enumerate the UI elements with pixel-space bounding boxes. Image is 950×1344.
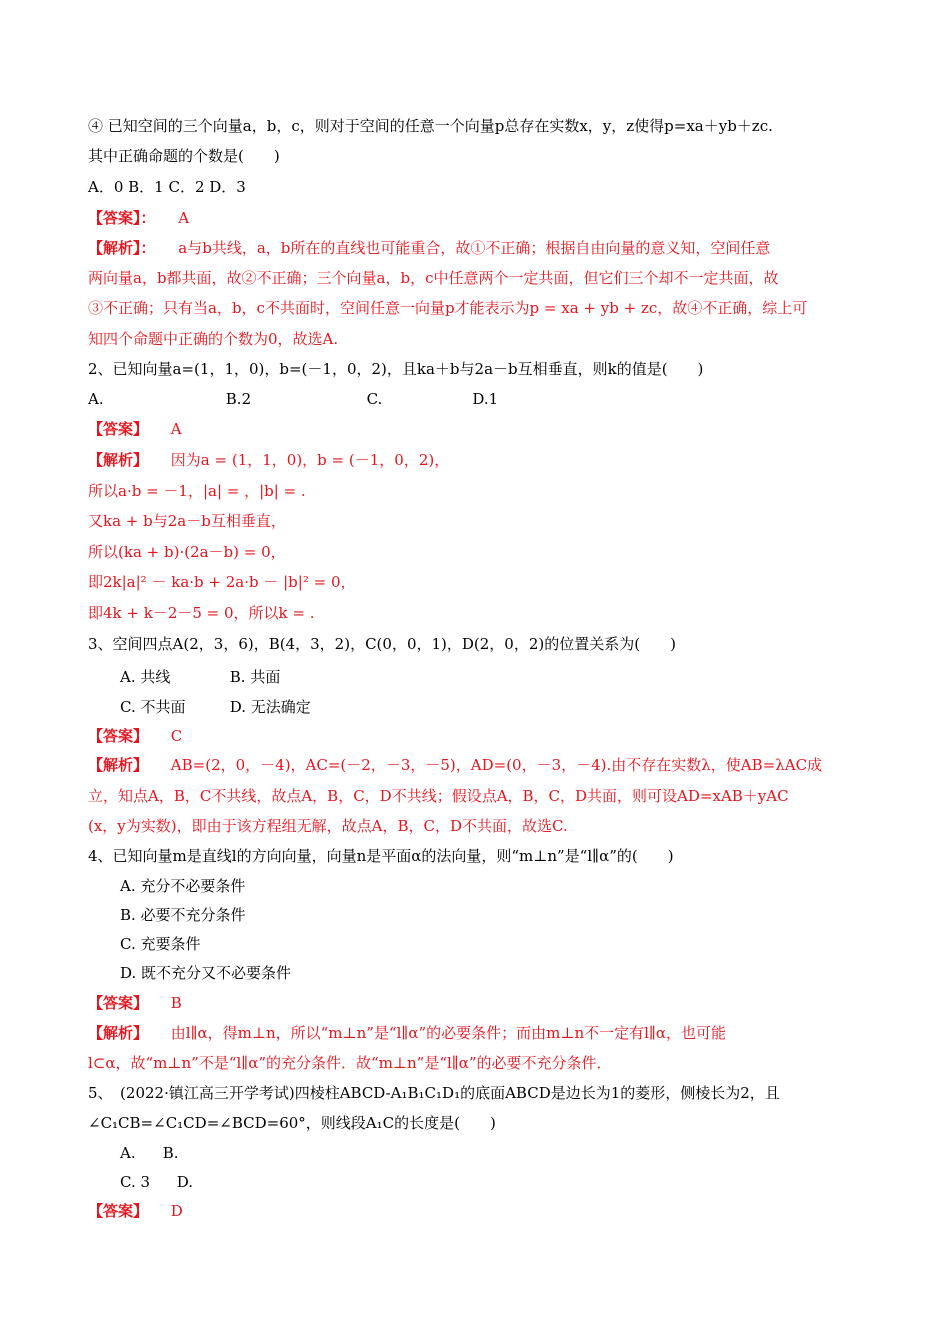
analysis-row <box>88 755 868 775</box>
answer-value: B <box>170 994 182 1012</box>
answer-label: 【答案】 <box>88 1202 149 1220</box>
answer-label: 【答案】 <box>88 994 149 1012</box>
analysis-text: 又ka + b与2a－b互相垂直， <box>88 512 286 530</box>
analysis-row <box>88 450 868 470</box>
analysis-text: 所以(ka + b)·(2a－b) = 0， <box>88 543 286 561</box>
option-b: B. <box>162 1144 179 1162</box>
question-5-options-row-2 <box>120 1172 900 1192</box>
question-prompt: 其中正确命题的个数是( ) <box>88 147 280 165</box>
analysis-text: a与b共线，a，b所在的直线也可能重合，故①不正确；根据自由向量的意义知，空间任意 <box>178 239 771 257</box>
analysis-label: 【解析】 <box>88 1024 149 1042</box>
answer-value: C <box>170 727 183 745</box>
option-a: A. 充分不必要条件 <box>120 877 246 895</box>
option-d: D. 既不充分又不必要条件 <box>120 964 292 982</box>
question-3-options-row-1 <box>120 667 900 687</box>
analysis-text: ③不正确；只有当a，b，c不共面时，空间任意一向量p才能表示为p = xa + yb + zc，故④不正确，综上可 <box>88 299 808 317</box>
answer-value: A <box>178 209 190 227</box>
answer-value: D <box>170 1202 183 1220</box>
analysis-text: 由l∥α，得m⊥n，所以“m⊥n”是“l∥α”的必要条件；而由m⊥n不一定有l∥α，也可能 <box>170 1024 727 1042</box>
question-2: 2、已知向量a=(1，1，0)，b=(－1，0，2)，且ka＋b与2a－b互相垂直，则k的值是( ) <box>88 360 704 378</box>
option-a: A. <box>88 390 104 408</box>
answer-label: 【答案】 <box>88 727 149 745</box>
analysis-text: 因为a = (1，1，0)，b = (－1，0，2)， <box>170 451 450 469</box>
analysis-row <box>88 1023 868 1043</box>
question-5-options-row-1 <box>120 1143 900 1163</box>
analysis-text: l⊂α，故“m⊥n”不是“l∥α”的充分条件．故“m⊥n”是“l∥α”的必要不充分条件． <box>88 1054 612 1072</box>
answer-options: A．0 B．1 C．2 D．3 <box>88 178 246 196</box>
option-a: A. <box>120 1144 136 1162</box>
analysis-text: 即4k + k－2－5 = 0，所以k = . <box>88 604 315 622</box>
option-c: C. 不共面 <box>120 698 186 716</box>
question-5-continued: ∠C₁CB=∠C₁CD=∠BCD=60°，则线段A₁C的长度是( ) <box>88 1114 496 1132</box>
answer-row <box>88 208 868 228</box>
option-b: B.2 <box>225 390 252 408</box>
option-d: D.1 <box>472 390 499 408</box>
analysis-label: 【解析】 <box>88 451 149 469</box>
option-c: C. <box>366 390 383 408</box>
answer-label: 【答案】 <box>88 420 149 438</box>
option-d: D. <box>176 1173 194 1191</box>
answer-row <box>88 993 868 1013</box>
item-1-option-4: ④ 已知空间的三个向量a，b，c，则对于空间的任意一个向量p总存在实数x，y，z使得p=xa＋yb＋zc. <box>88 117 773 135</box>
option-b: B. 必要不充分条件 <box>120 906 246 924</box>
option-b: B. 共面 <box>229 668 281 686</box>
option-a: A. 共线 <box>120 668 171 686</box>
analysis-text: AB=(2，0，－4)，AC=(－2，－3，－5)，AD=(0，－3，－4).由不存在实数λ，使AB=λAC成 <box>170 756 823 774</box>
option-d: D. 无法确定 <box>229 698 311 716</box>
analysis-text: 立，知点A，B，C不共线，故点A，B，C，D不共线；假设点A，B，C，D共面，则可设AD=xAB＋yAC <box>88 787 789 805</box>
analysis-text: 即2k|a|² － ka·b + 2a·b － |b|² = 0， <box>88 573 356 591</box>
analysis-row <box>88 238 868 258</box>
answer-label: 【答案】： <box>88 209 156 227</box>
analysis-label: 【解析】 <box>88 756 149 774</box>
analysis-text: 两向量a，b都共面，故②不正确；三个向量a，b，c中任意两个一定共面，但它们三个却不一定共面，故 <box>88 269 779 287</box>
option-c: C. 3 <box>120 1173 151 1191</box>
answer-row <box>88 726 868 746</box>
question-3-options-row-2 <box>120 697 900 717</box>
analysis-text: 所以a·b = －1，|a| = ，|b| = . <box>88 482 306 500</box>
option-c: C. 充要条件 <box>120 935 201 953</box>
question-3: 3、空间四点A(2，3，6)，B(4，3，2)，C(0，0，1)，D(2，0，2)的位置关系为( ) <box>88 635 676 653</box>
question-2-options <box>88 389 868 409</box>
question-4: 4、已知向量m是直线l的方向向量，向量n是平面α的法向量，则“m⊥n”是“l∥α”的( ) <box>88 847 674 865</box>
answer-row <box>88 419 868 439</box>
answer-row <box>88 1201 868 1221</box>
analysis-text: 知四个命题中正确的个数为0，故选A. <box>88 330 339 348</box>
analysis-text: (x，y为实数)，即由于该方程组无解，故点A，B，C，D不共面，故选C. <box>88 817 568 835</box>
answer-value: A <box>170 420 182 438</box>
question-5: 5、 (2022·镇江高三开学考试)四棱柱ABCD-A₁B₁C₁D₁的底面ABCD是边长为1的菱形，侧棱长为2，且 <box>88 1084 780 1102</box>
analysis-label: 【解析】： <box>88 239 156 257</box>
